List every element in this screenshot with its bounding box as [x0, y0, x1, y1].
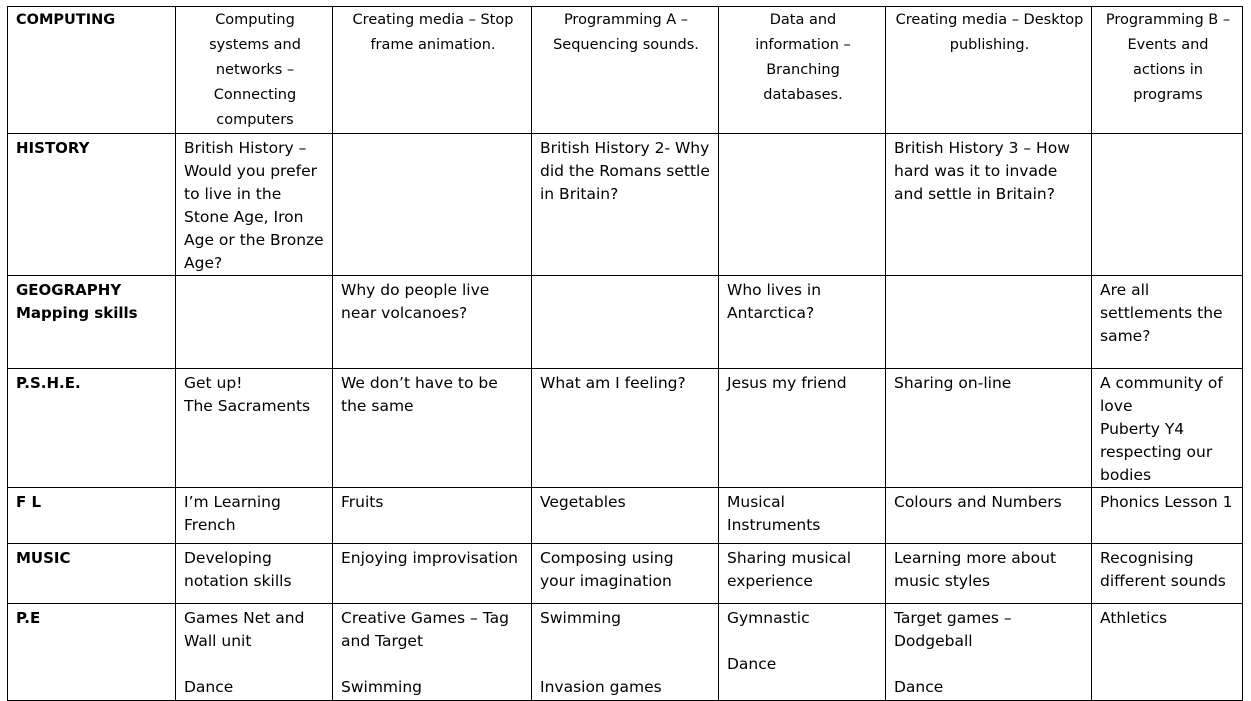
- cell-pe-4: Gymnastic Dance: [719, 604, 886, 701]
- cell-computing-3: Programming A – Sequencing sounds.: [532, 7, 719, 134]
- cell-music-2: Enjoying improvisation: [333, 544, 532, 604]
- cell-pe-2: Creative Games – Tag and Target Swimming: [333, 604, 532, 701]
- cell-geography-2: Why do people live near volcanoes?: [333, 276, 532, 369]
- cell-pshe-1: Get up! The Sacraments: [176, 369, 333, 488]
- cell-fl-2: Fruits: [333, 488, 532, 544]
- cell-history-5: British History 3 – How hard was it to invade and settle in Britain?: [886, 134, 1092, 276]
- cell-history-3: British History 2- Why did the Romans settle in Britain?: [532, 134, 719, 276]
- cell-computing-5: Creating media – Desktop publishing.: [886, 7, 1092, 134]
- subject-music: MUSIC: [8, 544, 176, 604]
- cell-pshe-6: A community of love Puberty Y4 respecting our bodies: [1092, 369, 1243, 488]
- subject-computing: COMPUTING: [8, 7, 176, 134]
- cell-geography-4: Who lives in Antarctica?: [719, 276, 886, 369]
- cell-pshe-2: We don’t have to be the same: [333, 369, 532, 488]
- curriculum-table: [7, 6, 1243, 701]
- cell-pshe-4: Jesus my friend: [719, 369, 886, 488]
- cell-music-6: Recognising different sounds: [1092, 544, 1243, 604]
- cell-fl-6: Phonics Lesson 1: [1092, 488, 1243, 544]
- row-music: [8, 544, 1243, 604]
- subject-pe: P.E: [8, 604, 176, 701]
- cell-music-4: Sharing musical experience: [719, 544, 886, 604]
- cell-computing-2: Creating media – Stop frame animation.: [333, 7, 532, 134]
- cell-computing-6: Programming B – Events and actions in programs: [1092, 7, 1243, 134]
- subject-geography: GEOGRAPHY Mapping skills: [8, 276, 176, 369]
- row-pshe: [8, 369, 1243, 488]
- subject-pshe: P.S.H.E.: [8, 369, 176, 488]
- cell-pe-5: Target games – Dodgeball Dance: [886, 604, 1092, 701]
- cell-history-6: [1092, 134, 1243, 276]
- cell-computing-4: Data and information – Branching databases.: [719, 7, 886, 134]
- cell-geography-1: [176, 276, 333, 369]
- cell-history-2: [333, 134, 532, 276]
- cell-history-1: British History – Would you prefer to live in the Stone Age, Iron Age or the Bronze Age?: [176, 134, 333, 276]
- cell-pshe-5: Sharing on-line: [886, 369, 1092, 488]
- cell-fl-1: I’m Learning French: [176, 488, 333, 544]
- row-geography: [8, 276, 1243, 369]
- cell-pe-6: Athletics: [1092, 604, 1243, 701]
- cell-geography-6: Are all settlements the same?: [1092, 276, 1243, 369]
- cell-music-3: Composing using your imagination: [532, 544, 719, 604]
- subject-history: HISTORY: [8, 134, 176, 276]
- row-pe: [8, 604, 1243, 701]
- cell-music-5: Learning more about music styles: [886, 544, 1092, 604]
- row-fl: [8, 488, 1243, 544]
- row-computing: [8, 7, 1243, 134]
- cell-fl-3: Vegetables: [532, 488, 719, 544]
- cell-history-4: [719, 134, 886, 276]
- subject-fl: F L: [8, 488, 176, 544]
- cell-music-1: Developing notation skills: [176, 544, 333, 604]
- cell-fl-4: Musical Instruments: [719, 488, 886, 544]
- cell-pe-1: Games Net and Wall unit Dance: [176, 604, 333, 701]
- cell-pe-3: Swimming Invasion games: [532, 604, 719, 701]
- row-history: [8, 134, 1243, 276]
- cell-geography-3: [532, 276, 719, 369]
- cell-geography-5: [886, 276, 1092, 369]
- cell-fl-5: Colours and Numbers: [886, 488, 1092, 544]
- cell-pshe-3: What am I feeling?: [532, 369, 719, 488]
- cell-computing-1: Computing systems and networks – Connecting computers: [176, 7, 333, 134]
